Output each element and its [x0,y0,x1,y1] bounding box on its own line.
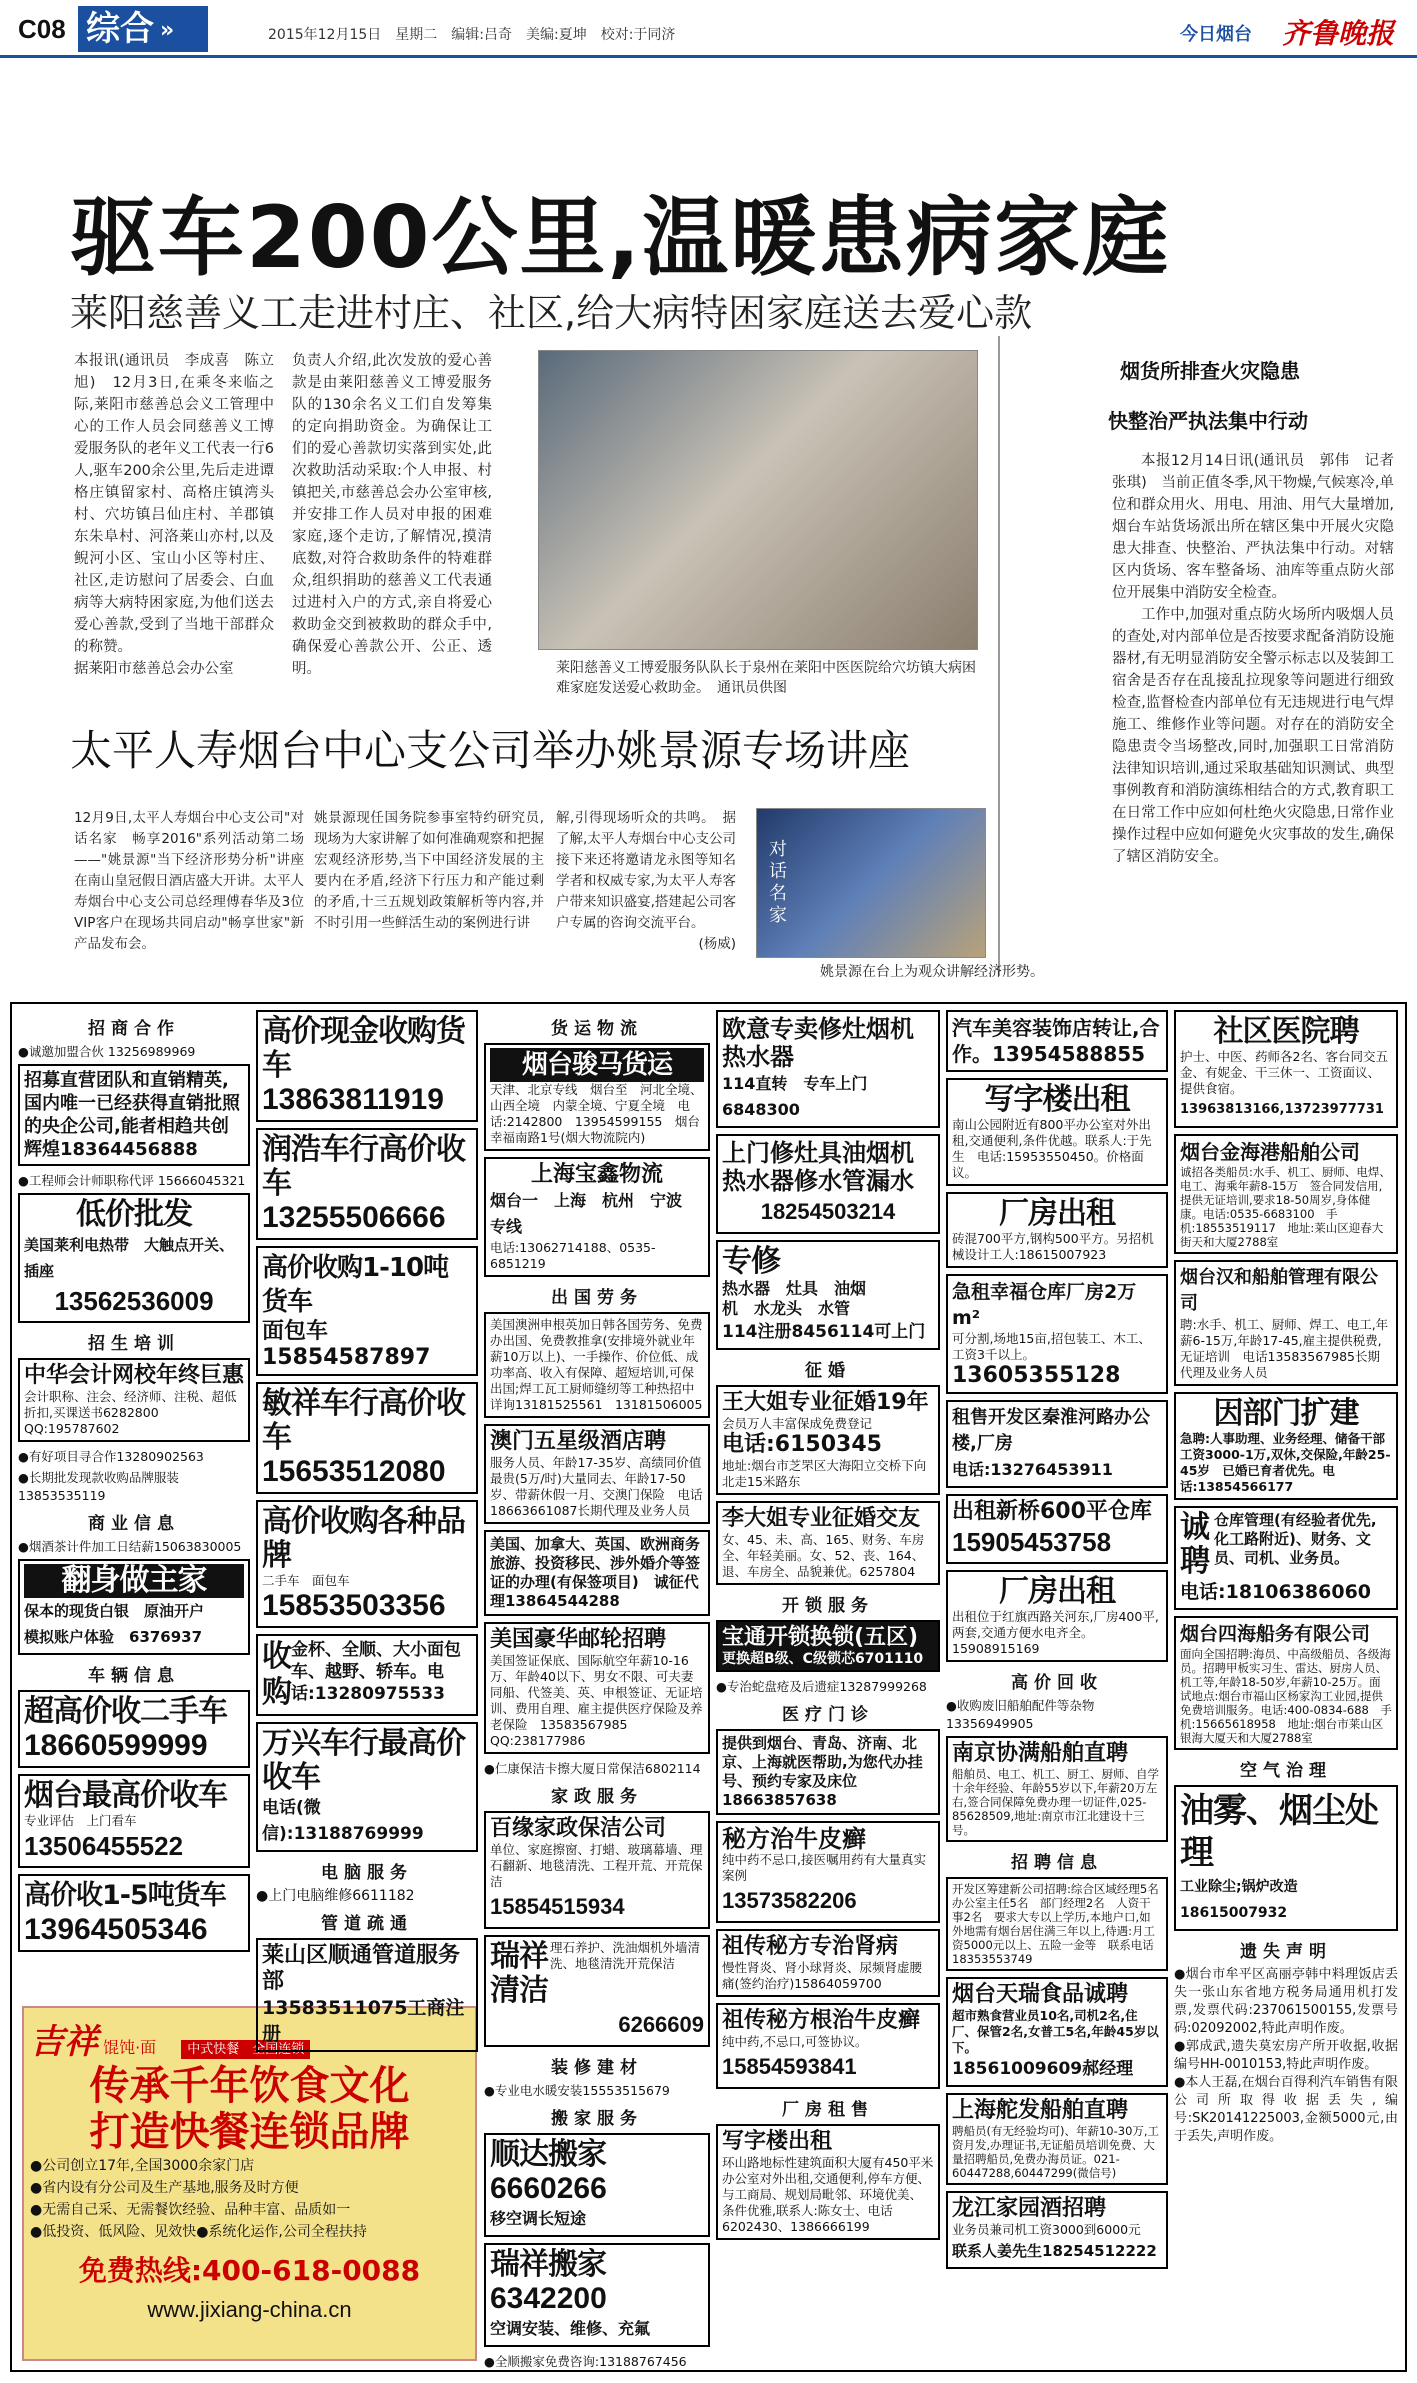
headline-main: 驱车200公里,温暖患病家庭 [70,188,1171,288]
ad-box [1174,1134,1398,1254]
category-title: 装修建材 [551,2058,643,2078]
ad-box [256,1634,478,1716]
article3-text-3: 解,引得现场听众的共鸣。 据了解,太平人寿烟台中心支公司接下来还将邀请龙永图等知名学者和权威专家,为太平人寿客户带来知识盛宴,搭建起公司客户专属的咨询交流平台。 [556,810,736,931]
category-title: 管道疏通 [321,1914,413,1934]
ad-box [484,1935,710,2047]
ad-box [1174,1506,1398,1610]
ad-title: 烟台金海港船舶公司 [1180,1140,1360,1164]
ad-box [18,1690,250,1768]
line-ad: ●收购废旧船舶配件等杂物13356949905 [946,1698,1095,1731]
ad-body: 会员万人丰富保成免费登记 [722,1416,873,1431]
ad-title: 美国豪华邮轮招聘 [490,1627,667,1652]
line-ad: ●诚邀加盟合伙 13256989969 [18,1044,196,1059]
ad-body: 慢性肾炎、肾小球肾炎、尿频肾虚腰痛(签约治疗)15864059700 [722,1960,923,1991]
ad-title: 油雾、烟尘处理 [1180,1791,1378,1873]
ad-body: 金杯、全顺、大小面包车、越野、轿车。电话:13280975533 [291,1640,461,1704]
ad-body: 砖混700平方,钢构500平方。另招机械设计工人:18615007923 [952,1231,1154,1262]
category-title: 货运物流 [551,1019,643,1039]
ad-body: 保本的现货白银 原油开户 [24,1602,205,1620]
ad-box [18,1774,250,1868]
ad-box [256,1722,478,1852]
ad-phone: 18561009609郝经理 [952,2059,1134,2079]
ad-title: 祖传秘方专治肾病 [722,1934,899,1959]
brand-sub: 馄饨·面 [103,2038,157,2057]
ad-box [256,1128,478,1240]
category-title: 开锁服务 [782,1596,874,1616]
subheadline: 莱阳慈善义工走进村庄、社区,给大病特困家庭送去爱心款 [70,291,1033,335]
slogan-2: 打造快餐连锁品牌 [89,2109,410,2155]
category-title: 空气治理 [1240,1761,1332,1781]
article1-column-2: 负责人介绍,此次发放的爱心善款是由莱阳慈善义工博爱服务队的130余名义工们自发筹集的定向捐助资金。为确保让工们的爱心善款切实落到实处,此次救助活动采取:个人申报、村镇把关,市慈善总会办公室审核,并安排工作人员对申报的困难家庭,逐个走访,了解情况,摸清底数,对符合救助条件的特难群众,组织捐助的慈善义工代表通过进村入户的方式,亲自将爱心救助金交到被救助的群众手中,确保爱心善款公开、公正、透明。 [292,353,492,677]
category-title: 征婚 [805,1361,851,1381]
ad-box: 提供到烟台、青岛、济南、北京、上海就医帮助,为您代办挂号、预约专家及床位18663857638 [716,1729,940,1815]
ads-column-4 [716,1010,940,2365]
ad-title: 高价现金收购货车 [262,1014,465,1083]
ad-body: 单位、家庭擦窗、打蜡、玻璃幕墙、理石翻新、地毯清洗、工程开荒、开荒保洁 [490,1842,703,1889]
ad-box [18,1559,250,1655]
brand-tag: 中式快餐 全国连锁 [181,2040,310,2059]
ad-box [946,2191,1168,2269]
ad-title: 诚聘 [1180,1510,1209,1579]
ad-phone: 18254503214 [760,1199,896,1224]
page-number: C08 [18,14,66,44]
ad-body: 业务员兼司机工资3000到6000元 [952,2222,1141,2237]
ad-body: 空调安装、维修、充氟 [490,2319,651,2338]
ad-phone: 13255506666 [262,1201,446,1234]
ad-title: 急租幸福仓库厂房2万m² [952,1281,1137,1329]
category-title: 商业信息 [88,1514,180,1534]
article3-sign: (杨威) [698,936,736,952]
ad-body: 模拟账户体验 6376937 [24,1628,203,1646]
ad-title: 出租新桥600平仓库 [952,1499,1152,1524]
ad-phone: 13964505346 [24,1913,208,1946]
ad-box: 招募直营团队和直销精英,国内唯一已经获得直销批照的央企公司,能者相趋共创辉煌18364456888 [18,1064,250,1166]
ad-box [256,1500,478,1628]
ad-phone: 114注册8456114可上门 [722,1322,926,1342]
ad-title: 上海宝鑫物流 [530,1162,663,1187]
ad-box [716,1240,940,1350]
ad-phone: 15905453758 [952,1527,1112,1557]
category-title: 招商合作 [88,1019,180,1039]
ad-box [18,1874,250,1952]
point: ●无需自己采、无需餐饮经验、品种丰富、品质如一 [30,2202,351,2218]
ad-body: 二手车 面包车 [262,1573,350,1588]
article2-body [1112,450,1409,868]
ad-body: 诚招各类船员:水手、机工、厨师、电焊、电工、海乘年薪8-15万 签合同发信用,提供无证培训,要求18-50周岁,身体健康。电话:0535-6683100 手机:18553519117 地址:莱山区迎春大街天和大厦2788室 [1180,1165,1391,1249]
news-photo-1 [538,350,978,650]
category-title: 医疗门诊 [782,1705,874,1725]
ad-box [484,1043,710,1151]
ad-box [946,1494,1168,1564]
ad-box [484,1622,710,1754]
ad-title: 万兴车行最高价收车 [262,1726,465,1795]
ad-body: 纯中药不忌口,接医嘱用药有大量真实案例 [722,1852,926,1883]
hotline: 免费热线:400-618-0088 [78,2254,421,2287]
point: ●公司创立17年,全国3000余家门店 [30,2158,255,2174]
article3-column-1: 12月9日,太平人寿烟台中心支公司"对话名家 畅享2016"系列活动第二场——"姚景源"当下经济形势分析"讲座在南山皇冠假日酒店盛大开讲。太平人寿烟台中心支公司总经理傅春华及3位VIP客户在现场共同启动"畅享世家"新产品发布会。 [74,810,304,952]
ad-box [946,2093,1168,2185]
ad-phone: 13583511075工商注册 [262,1997,465,2045]
lost-notice: ●本人王磊,在烟台百得利汽车销售有限公司所取得收据丢失,编号:SK20141225003,金额5000元,由于丢失,声明作废。 [1174,2075,1398,2144]
brand-name: 吉祥 [30,2022,98,2062]
ad-body: 专业评估 上门看车 [24,1813,137,1828]
ad-box [484,2243,710,2347]
article2-title: 烟货所排查火灾隐患 [1120,359,1300,383]
lost-notice: ●郭成武,遗失莫宏房产所开收据,收据编号HH-0010153,特此声明作废。 [1174,2039,1398,2072]
category-title: 电脑服务 [321,1863,413,1883]
ad-title: 厂房出租 [999,1574,1115,1609]
photo-caption-1: 莱阳慈善义工博爱服务队队长于泉州在莱阳中医医院给穴坊镇大病困难家庭发送爱心救助金。 通讯员供图 [556,660,976,696]
article3-headline: 太平人寿烟台中心支公司举办姚景源专场讲座 [70,726,911,775]
ad-box [484,1157,710,1277]
newspaper-logo: 齐鲁晚报 [1282,17,1395,50]
ad-body: 聘:水手、机工、厨师、焊工、电工,年薪6-15万,年龄17-45,雇主提供税费,无证培训 电话13583567985长期代理及业务人员 [1180,1317,1389,1380]
ad-phone: 6342200 [490,2282,607,2315]
article1-column-1 [74,350,274,680]
ad-body: 仓库管理(有经验者优先,化工路附近)、财务、文员、司机、业务员。 [1214,1511,1377,1567]
ad-body: 可分割,场地15亩,招包装工、木工、工资3千以上。 [952,1331,1151,1362]
line-ad: ●工程师会计师职称代评 15666045321 [18,1173,246,1188]
ad-phone: 电话:6150345 [722,1432,882,1457]
ad-body: 面包车15854587897 [262,1319,431,1370]
ad-box [256,1938,478,2052]
ad-body: 出租位于红旗西路关河东,厂房400平,两套,交通方便水电齐全。15908915169 [952,1609,1159,1656]
ad-title: 因部门扩建 [1213,1396,1359,1431]
line-ad: ●专业电水暖安装15553515679 [484,2083,670,2098]
ad-box: 美国、加拿大、英国、欧洲商务旅游、投资移民、涉外婚介等签证的办理(有保签项目) 诚征代理13864544288 [484,1530,710,1616]
line-ad: ●有好项目寻合作13280902563 [18,1449,204,1464]
ad-title: 烟台汉和船舶管理有限公司 [1180,1267,1378,1314]
article2-subtitle: 快整治严执法集中行动 [1108,409,1308,433]
ad-box [716,1821,940,1923]
ad-box [716,1620,940,1672]
lost-notice: ●烟台市牟平区高丽亭韩中料理饭店丢失一张山东省地方税务局通用机打发票,发票代码:237061500155,发票号码:02092002,特此声明作废。 [1174,1967,1398,2036]
ad-title: 中华会计网校年终巨惠 [24,1363,245,1388]
ad-title: 写字楼出租 [722,2129,833,2154]
section-label [78,6,208,52]
line-ad: ●全顺搬家免费咨询:13188767456 [484,2354,687,2369]
ad-body: 服务人员、年龄17-35岁、高绩同价值最贵(5万/时)大量同去、年龄17-50岁、带薪休假一月、交澳门保险 电话18663661087长期代理及业务人员 [490,1455,703,1518]
ad-phone: 18660599999 [24,1729,208,1762]
ad-box [256,1010,478,1122]
category-title: 出国劳务 [551,1288,643,1308]
website-url: www.jixiang-china.cn [147,2297,352,2322]
article3-column-3 [556,808,736,955]
ad-title: 烟台骏马货运 [490,1048,704,1082]
ad-title: 烟台天瑞食品诚聘 [952,1982,1129,2007]
ad-box [256,1382,478,1494]
ads-column-5 [946,1010,1171,2365]
ad-box [1174,1616,1398,1750]
ad-body: 环山路地标性建筑面积大厦有450平米办公室对外出租,交通便利,停车方便、与工商局、规划局毗邻、环境优美、条件优雅,联系人:陈女士、电话6202430、1386666199 [722,2155,934,2234]
ad-title: 王大姐专业征婚19年 [722,1390,929,1415]
ad-box [18,1193,250,1323]
ad-phone: 15853503356 [262,1589,446,1622]
photo-screen-text: 对话名家 [769,839,787,926]
ad-phone: 13863811919 [262,1083,444,1116]
ad-title: 宝通开锁换锁(五区) [722,1625,919,1650]
ad-title: 厂房出租 [999,1196,1115,1231]
ad-phone: 13573582206 [722,1888,857,1913]
ad-box [716,2124,940,2240]
ad-box: 汽车美容装饰店转让,合作。13954588855 [946,1010,1168,1072]
ad-body: 移空调长短途 [490,2209,587,2228]
ad-phone: 15854593841 [722,2054,857,2079]
ads-column-6 [1174,1010,1398,2365]
ad-body: 理石养护、洗油烟机外墙清洗、地毯清洗开荒保洁 [550,1940,701,1971]
ad-box [716,1010,940,1128]
line-ad: ●专治蛇盘疮及后遗症13287999268 [716,1679,927,1694]
ad-box [1174,1260,1398,1386]
category-title: 招聘信息 [1011,1853,1103,1873]
ad-body: 超市熟食营业员10名,司机2名,住厂、保管2名,女普工5名,年龄45岁以下。 [952,2008,1159,2055]
ad-box [484,2133,710,2237]
ad-box [1174,1392,1398,1500]
section-name: 综合 [86,9,154,49]
ad-phone: 15854515934 [490,1894,625,1919]
ad-phone: 15653512080 [262,1455,446,1488]
ad-title: 高价收1-5吨货车 [24,1880,226,1911]
ads-column-2 [256,1010,478,2365]
ad-body: 船舶员、电工、机工、厨工、厨师、自学十余年经验、年龄55岁以下,年薪20万左右,签合同保障免费办理一切证件,025-85628509,地址:南京市江北建设十三号。 [952,1767,1159,1837]
ad-title: 澳门五星级酒店聘 [490,1429,667,1454]
ad-body: 电话:13276453911 [952,1460,1113,1479]
ad-body: 热水器 灶具 油烟机 水龙头 水管 [722,1279,867,1318]
ad-box: 美国澳洲申根英加日韩各国劳务、免费办出国、免费教推拿(安排境外就业年薪10万以上)、一手操作、价位低、成功率高、收入有保障、超短培训,可保出国;焊工瓦工厨师缝纫等工种热招中 详询13181525561 13181506005 [484,1312,710,1418]
ad-box [946,1192,1168,1268]
line-ad: ●烟酒茶计件加工日结薪15063830005 [18,1539,242,1554]
photo-caption-2: 姚景源在台上为观众讲解经济形势。 [820,964,1044,980]
ad-box: 开发区筹建新公司招聘:综合区域经理5名 办公室主任5名 部门经理2名 人资干事2名 要求大专以上学历,本地户口,如外地需有烟台居住满三年以上,待遇:月工资5000元以上、五险一金等 联系电话18353553749 [946,1877,1168,1971]
ad-phone: 6660266 [490,2172,607,2205]
point: ●低投资、低风险、见效快●系统化运作,公司全程扶持 [30,2224,367,2240]
edition-label: 今日烟台 [1180,24,1252,45]
ad-title: 收购 [262,1639,291,1710]
ad-body: 会计职称、注会、经济师、注税、超低折扣,买课送书6282800 QQ:195787602 [24,1389,237,1436]
category-title: 招生培训 [88,1334,180,1354]
category-title: 车辆信息 [88,1666,180,1686]
ads-column-3 [484,1010,710,2369]
ad-phone: 13605355128 [952,1363,1121,1388]
ad-title: 李大姐专业征婚交友 [722,1506,921,1531]
ad-title: 写字楼出租 [984,1082,1130,1117]
ad-box [716,1501,940,1585]
ad-phone: 电话(微信):13188769999 [262,1798,424,1844]
ad-title: 专修 [722,1244,780,1279]
ad-title: 烟台四海船务有限公司 [1180,1623,1371,1645]
ad-title: 上海舵发船舶直聘 [952,2098,1129,2123]
ad-body: 美国签证保底、国际航空年薪10-16万、年龄40以下、男女不限、可夫妻同船、代签美、英、申根签证、无证培训、费用自理、雇主提供医疗保险及养老保险 13583567985 QQ:238177986 [490,1653,703,1748]
ad-title: 秘方治牛皮癣 [722,1825,866,1853]
article1-text-1: 本报讯(通讯员 李成喜 陈立旭) 12月3日,在乘冬来临之际,莱阳市慈善总会义工管理中心的工作人员会同慈善义工博爱服务队的老年义工代表一行6人,驱车200余公里,先后走进谭格庄镇留家村、高格庄镇湾头村、穴坊镇吕仙庄村、羊郡镇东朱阜村、河洛莱山亦村,以及鲵河小区、宝山小区等村庄、社区,走访慰问了居委会、白血病等大病特困家庭,为他们送去爱心善款,受到了当地干部群众的称赞。 [74,353,274,655]
ad-box [1174,1010,1398,1128]
line-ad: ●长期批发现款收购品牌服装13853535119 [18,1470,179,1503]
ad-title: 上门修灶具油烟机热水器修水管漏水 [722,1139,914,1195]
article3-column-2: 姚景源现任国务院参事室特约研究员,现场为大家讲解了如何准确观察和把握宏观经济形势,当下中国经济发展的主要内在矛盾,经济下行压力和产能过剩的矛盾,十三五规划政策解析等内容,并不时引用一些鲜活生动的案例进行讲 [314,810,544,931]
ad-title: 祖传秘方根治牛皮癣 [722,2008,921,2033]
ad-box [946,1274,1168,1394]
ad-body: 114直转 专车上门6848300 [722,1074,868,1119]
ad-body: 女、45、未、高、165、财务、车房全、年轻美丽。女、52、丧、164、退、车房全、品貌兼优。6257804 [722,1532,925,1579]
ad-title: 低价批发 [76,1197,192,1232]
ad-phone: 电话:18106386060 [1180,1581,1372,1603]
ad-title: 瑞祥清洁 [490,1939,548,2008]
line-ad: ●上门电脑维修6611182 [256,1888,415,1904]
ad-title: 超高价收二手车 [24,1694,227,1729]
ad-body: 南山公园附近有800平办公室对外出租,交通便利,条件优越。联系人:于先生 电话:15953550450。价格面议。 [952,1117,1152,1180]
ad-box [946,1736,1168,1842]
category-title: 搬家服务 [551,2109,643,2129]
ad-body: 纯中药,不忌口,可签协议。 [722,2034,868,2049]
ad-box [946,1400,1168,1488]
ad-box [18,1358,250,1442]
ad-address: 地址:烟台市芝罘区大海阳立交桥下向北走15米路东 [722,1458,927,1489]
article2-para-2: 工作中,加强对重点防火场所内吸烟人员的查处,对内部单位是否按要求配备消防设施器材,有无明显消防安全警示标志以及装卸工宿舍是否存在乱接乱拉现象等问题进行细致检查,监督检查内部单位有无违规进行电气焊施工、维修作业等问题。对存在的消防安全隐患责令当场整改,同时,加强职工日常消防法律知识培训,通过采取基础知识测试、典型事例教育和消防演练相结合的方式,教育职工在日常工作中应如何杜绝火灾隐患,日常作业操作过程中应如何避免火灾事故的发生,确保了辖区消防安全。 [1112,607,1394,865]
ad-box [946,1570,1168,1662]
ad-box [256,1246,478,1376]
ad-phone: 联系人姜先生18254512222 [952,2242,1157,2260]
ad-title: 翻身做主家 [24,1564,244,1598]
ad-title: 瑞祥搬家 [490,2247,606,2282]
news-photo-2 [756,808,986,958]
ad-body: 急聘:人事助理、业务经理、储备干部 工资3000-1万,双休,交保险,年龄25-45岁 已婚已育者优先。电话:13854566177 [1180,1431,1398,1494]
ad-phone: 电话:13062714188、0535-6851219 [490,1240,656,1271]
double-chevron-icon: » [160,17,175,43]
line-ad: ●仁康保洁卡擦大厦日常保洁6802114 [484,1761,701,1776]
article2-para-1: 本报12月14日讯(通讯员 郭伟 记者 张琪) 当前正值冬季,风干物燥,气候寒冷,单位和群众用火、用电、用油、用气大量增加,烟台车站货场派出所在辖区集中开展火灾隐患大排查、快整治、严执法集中行动。对辖区内货场、客车整备场、油库等重点防火部位开展集中消防安全检查。 [1112,453,1409,601]
ad-box [946,1078,1168,1186]
ad-body: 烟台一 上海 杭州 宁波 专线 [490,1191,699,1236]
ad-box [484,1424,710,1524]
article1-text-1b: 据莱阳市慈善总会办公室 [74,661,234,677]
ad-title: 租售开发区秦淮河路办公楼,厂房 [952,1407,1150,1454]
slogan-1: 传承千年饮食文化 [89,2063,410,2109]
column-divider [998,336,1000,976]
ad-phone: 6266609 [618,2012,704,2037]
point: ●省内设有分公司及生产基地,服务及时方便 [30,2180,299,2196]
ad-body: 聘船员(有无经验均可)、年薪10-30万,工资月发,办理证书,无证船员培训免费、大量招聘船员,免费办海员证。021-60447288,60447299(微信号) [952,2124,1160,2180]
ad-title: 润浩车行高价收车 [262,1132,465,1201]
ad-phone: 13506455522 [24,1831,184,1861]
ad-box [716,1134,940,1234]
ad-phone: 13562536009 [54,1286,214,1316]
ad-body: 天津、北京专线 烟台至 河北全境、山西全境 内蒙全境、宁夏全境 电话:2142800 13954599155 烟台幸福南路1号(烟大物流院内) [490,1082,703,1145]
category-title: 高价回收 [1011,1673,1103,1693]
ad-body: 护士、中医、药师各2名、客台同交五金、有妮金、干三休一、工资面议、提供食宿。 [1180,1049,1388,1096]
ad-body: 美国莱利电热带 大触点开关、插座 [24,1236,235,1280]
ad-box [716,1385,940,1495]
ad-box [484,1811,710,1929]
ad-box [1174,1785,1398,1931]
ad-body: 工业除尘;锅炉改造18615007932 [1180,1879,1298,1921]
ad-box [716,2003,940,2089]
ad-title: 高价收购各种品牌 [262,1504,465,1573]
ad-title: 高价收购1-10吨货车 [262,1253,449,1317]
ad-title: 顺达搬家 [490,2137,606,2172]
ad-title: 百缘家政保洁公司 [490,1816,667,1841]
ad-title: 敏祥车行高价收车 [262,1386,465,1455]
ad-title: 莱山区顺通管道服务部 [262,1943,461,1994]
category-title: 遗失声明 [1240,1942,1332,1962]
ad-title: 社区医院聘 [1213,1014,1359,1049]
ad-phone: 13963813166,13723977731 [1180,1102,1384,1117]
ad-box [946,1977,1168,2087]
ad-body: 面向全国招聘:海员、中高级船员、各级海员。招聘甲板实习生、雷达、厨房人员、机工等,年龄18-50岁,年薪10-25万。面试地点:烟台市福山区杨家沟工业园,提供免费培训服务。电话:400-0834-688 手机:15665618958 地址:烟台市莱山区银海大厦天和大厦2788室 [1180,1647,1392,1745]
ad-title: 欧意专卖修灶烟机热水器 [722,1015,914,1071]
ad-title: 南京协满船舶直聘 [952,1741,1129,1766]
ad-body: 更换超B级、C级锁芯6701110 [722,1651,924,1667]
category-title: 厂房租售 [782,2100,874,2120]
category-title: 家政服务 [551,1787,643,1807]
ad-title: 烟台最高价收车 [24,1778,227,1813]
ad-box [716,1929,940,1997]
ad-title: 龙江家园酒招聘 [952,2196,1107,2221]
issue-meta: 2015年12月15日 星期二 编辑:吕奇 美编:夏坤 校对:于同济 [268,27,676,43]
